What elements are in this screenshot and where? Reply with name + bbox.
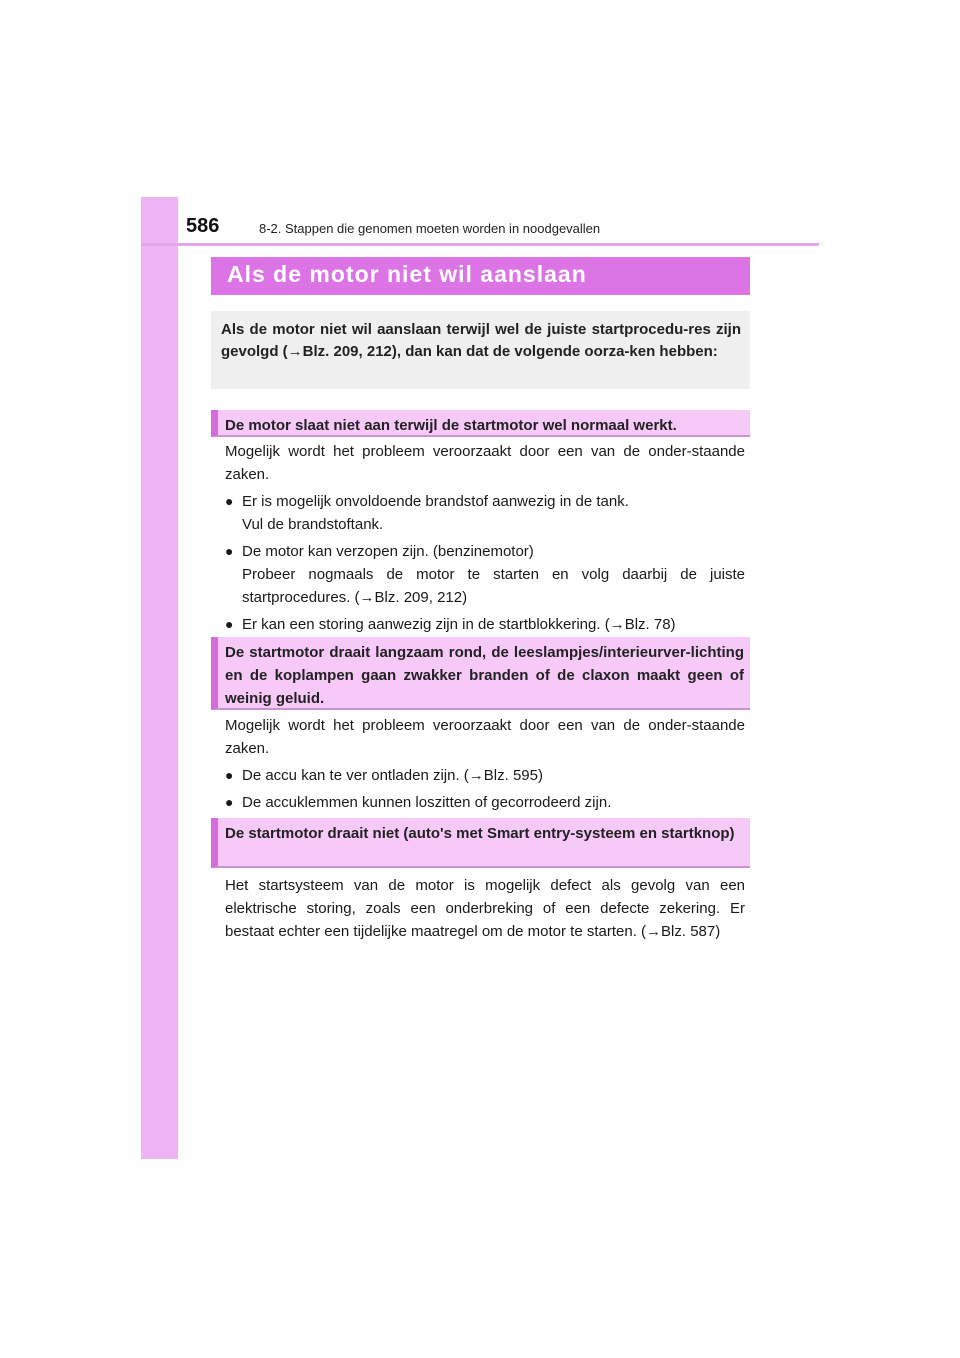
list-item <box>225 613 745 636</box>
intro-box <box>211 311 750 389</box>
bullet-text: Er is mogelijk onvoldoende brandstof aanwezig in de tank. <box>242 493 629 510</box>
chapter-side-tab <box>141 197 178 1159</box>
block1-body <box>225 440 745 636</box>
bullet-icon: ● <box>225 794 234 810</box>
section-title: Als de motor niet wil aanslaan <box>227 261 587 287</box>
block1-lead: Mogelijk wordt het probleem veroorzaakt door een van de onder-staande zaken. <box>225 443 745 483</box>
bullet-text: De accu kan te ver ontladen zijn. (→Blz. 595) <box>242 767 543 784</box>
bullet-icon: ● <box>225 616 234 632</box>
bullet-icon: ● <box>225 493 234 509</box>
subheading-text: De motor slaat niet aan terwijl de startmotor wel normaal werkt. <box>225 417 677 434</box>
subheading-engine-not-starting <box>211 410 750 437</box>
list-item <box>225 490 745 536</box>
bullet-text: De motor kan verzopen zijn. (benzinemotor) <box>242 543 534 560</box>
bullet-icon: ● <box>225 767 234 783</box>
bullet-subtext: Probeer nogmaals de motor te starten en volg daarbij de juiste startprocedures. (→Blz. 209, 212) <box>242 566 745 606</box>
bullet-subtext: Vul de brandstoftank. <box>242 516 384 533</box>
list-item <box>225 540 745 609</box>
subheading-text: De startmotor draait langzaam rond, de leeslampjes/interieurver-lichting en de koplampen gaan zwakker branden of de claxon maakt geen of weinig geluid. <box>225 644 744 707</box>
block2-body <box>225 714 745 814</box>
list-item <box>225 791 745 814</box>
bullet-icon: ● <box>225 543 234 559</box>
list-item <box>225 764 745 787</box>
bullet-text: De accuklemmen kunnen loszitten of gecorrodeerd zijn. <box>242 794 612 811</box>
subheading-text: De startmotor draait niet (auto's met Smart entry-systeem en startknop) <box>225 825 735 842</box>
block3-text: Het startsysteem van de motor is mogelijk defect als gevolg van een elektrische storing, zoals een onderbreking of een defecte zekering. Er bestaat echter een tijdelijke maatregel om de motor te starten. (→Blz. 587) <box>225 877 745 940</box>
chapter-title: 8-2. Stappen die genomen moeten worden in noodgevallen <box>259 221 601 236</box>
block2-lead: Mogelijk wordt het probleem veroorzaakt door een van de onder-staande zaken. <box>225 717 745 757</box>
intro-text: Als de motor niet wil aanslaan terwijl wel de juiste startprocedu-res zijn gevolgd (→Blz. 209, 212), dan kan dat de volgende oorza-ken hebben: <box>221 321 741 360</box>
section-title-bar <box>211 257 750 295</box>
block3-body <box>225 874 745 943</box>
page-number: 586 <box>186 215 220 237</box>
subheading-slow-starter <box>211 637 750 710</box>
subheading-starter-not-turning <box>211 818 750 868</box>
bullet-text: Er kan een storing aanwezig zijn in de startblokkering. (→Blz. 78) <box>242 616 676 633</box>
header-divider <box>141 243 819 246</box>
